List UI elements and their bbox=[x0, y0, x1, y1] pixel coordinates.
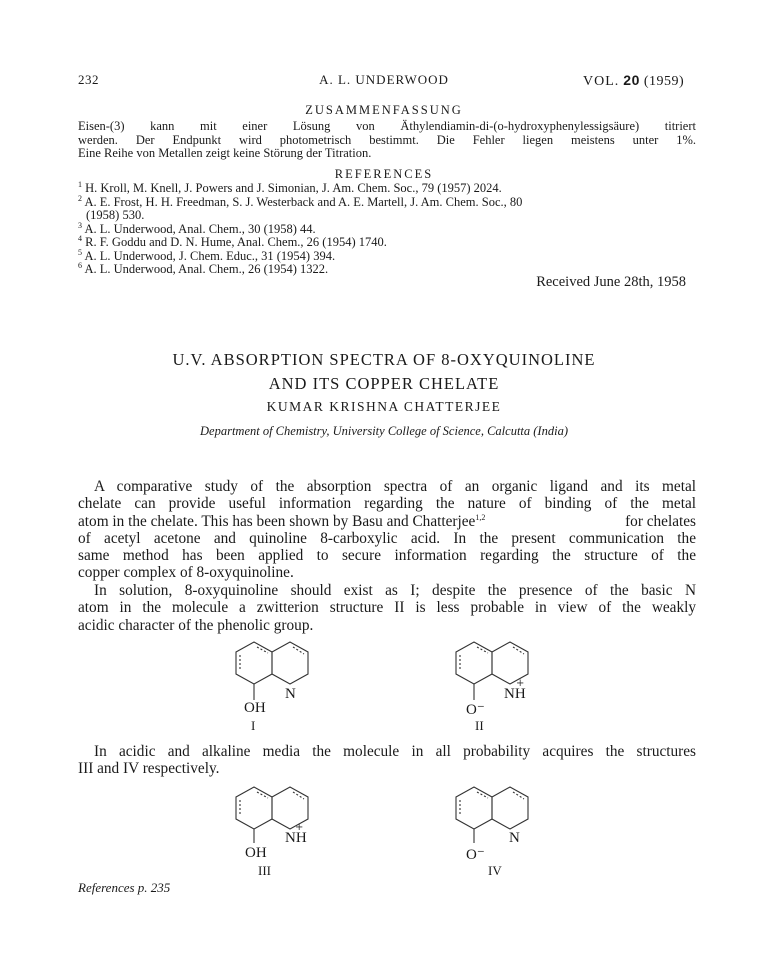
article-affiliation: Department of Chemistry, University College of Science, Calcutta (India) bbox=[200, 424, 568, 438]
text-line: In solution, 8-oxyquinoline should exist as I; despite the presence of the basic N bbox=[94, 582, 696, 599]
paragraph-1 bbox=[78, 478, 696, 582]
svg-text:+: + bbox=[295, 822, 304, 833]
text-line: atom in the chelate. This has been shown by Basu and Chatterjee$^{1,2}$ for chelates bbox=[78, 512, 696, 530]
article-title-line-1: U.V. ABSORPTION SPECTRA OF 8-OXYQUINOLINE bbox=[172, 350, 596, 369]
structure-i-nitrogen: N bbox=[285, 686, 296, 702]
reference-item: $^2$ A. E. Frost, H. H. Freedman, S. J. Westerback and A. E. Martell, J. Am. Chem. Soc., 80 bbox=[78, 193, 523, 209]
text-line: In acidic and alkaline media the molecule in all probability acquires the structures bbox=[94, 743, 696, 760]
volume-info bbox=[583, 72, 684, 90]
zusammenfassung-heading: ZUSAMMENFASSUNG bbox=[305, 103, 463, 117]
structure-iii-substituent: OH bbox=[245, 845, 267, 861]
page-number: 232 bbox=[78, 72, 99, 87]
zusammenfassung-line: Eine Reihe von Metallen zeigt keine Störung der Titration. bbox=[78, 146, 372, 160]
references-footnote: References p. 235 bbox=[78, 880, 171, 895]
structure-iii-nitrogen: NH bbox=[285, 830, 307, 846]
structure-ii-nitrogen: NH bbox=[504, 686, 526, 702]
structure-iv-substituent: O⁻ bbox=[466, 847, 485, 863]
references-heading: REFERENCES bbox=[334, 167, 434, 181]
reference-item: $^1$ H. Kroll, M. Knell, J. Powers and J. Simonian, J. Am. Chem. Soc., 79 (1957) 2024. bbox=[78, 179, 502, 195]
reference-item: $^4$ R. F. Goddu and D. N. Hume, Anal. Chem., 26 (1954) 1740. bbox=[78, 233, 387, 249]
svg-text:+: + bbox=[516, 678, 525, 689]
text-line: of acetyl acetone and quinoline 8-carboxylic acid. In the present communication the bbox=[78, 529, 696, 547]
structure-i-label: I bbox=[251, 718, 256, 733]
reference-item: $^3$ A. L. Underwood, Anal. Chem., 30 (1958) 44. bbox=[78, 220, 316, 236]
zusammenfassung-line: werden. Der Endpunkt wird photometrisch bestimmt. Die Fehler liegen meistens unter 1%. bbox=[78, 132, 696, 147]
reference-item: $^6$ A. L. Underwood, Anal. Chem., 26 (1954) 1322. bbox=[78, 260, 329, 276]
paragraph-2 bbox=[78, 582, 696, 634]
references-list bbox=[78, 179, 698, 277]
zusammenfassung-body bbox=[78, 120, 696, 161]
structure-i-substituent: OH bbox=[244, 700, 266, 716]
running-author: A. L. UNDERWOOD bbox=[319, 72, 449, 87]
text-line: chelate can provide useful information regarding the nature of binding of the metal bbox=[78, 495, 696, 513]
reference-item: $^5$ A. L. Underwood, J. Chem. Educ., 31 (1954) 394. bbox=[78, 247, 336, 263]
article-title-line-2: AND ITS COPPER CHELATE bbox=[268, 374, 500, 393]
structure-iv-label: IV bbox=[488, 863, 502, 878]
structure-ii-label: II bbox=[475, 718, 484, 733]
text-line: same method has been applied to secure information regarding the structure of the bbox=[78, 547, 696, 565]
structure-iv-nitrogen: N bbox=[509, 830, 520, 846]
received-date: Received June 28th, 1958 bbox=[536, 274, 686, 290]
quinoline-ring-structure-i bbox=[228, 630, 318, 706]
structure-iii-label: III bbox=[258, 863, 271, 878]
zusammenfassung-line: Eisen-(3) kann mit einer Lösung von Äthylendiamin-di-(o-hydroxyphenylessigsäure) titriert bbox=[78, 119, 696, 133]
text-line: III and IV respectively. bbox=[78, 760, 220, 778]
article-author: KUMAR KRISHNA CHATTERJEE bbox=[266, 399, 502, 414]
volume-number: 20 bbox=[623, 72, 640, 88]
volume-prefix: VOL. bbox=[583, 74, 620, 89]
structure-ii-substituent: O⁻ bbox=[466, 702, 485, 718]
paragraph-3 bbox=[78, 743, 696, 778]
volume-year: (1959) bbox=[643, 74, 685, 89]
text-line: A comparative study of the absorption spectra of an organic ligand and its metal bbox=[94, 478, 696, 495]
text-line: atom in the molecule a zwitterion structure II is less probable in view of the weakly bbox=[78, 599, 696, 617]
reference-item: (1958) 530. bbox=[86, 208, 145, 222]
text-line: acidic character of the phenolic group. bbox=[78, 616, 314, 634]
text-line: copper complex of 8-oxyquinoline. bbox=[78, 564, 294, 582]
quinoline-ring-structure-iv bbox=[448, 775, 538, 851]
